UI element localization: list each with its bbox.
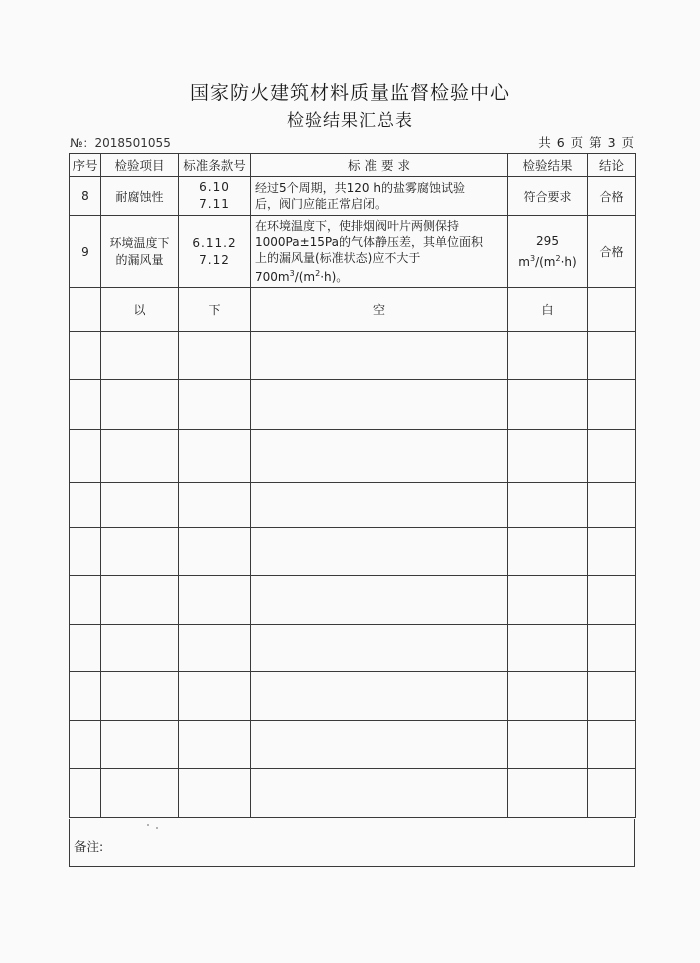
unit-prefix: m <box>518 254 530 269</box>
requirement-unit-line <box>255 266 503 285</box>
remarks-box <box>69 819 635 867</box>
empty-row <box>70 528 636 576</box>
row-no: 8 <box>70 177 101 216</box>
clause-line: 6.11.2 <box>192 235 237 250</box>
empty-row <box>70 672 636 721</box>
table-row <box>70 177 636 216</box>
blank-marker: 以 <box>101 288 179 332</box>
column-header-no: 序号 <box>70 154 101 177</box>
item-line: 环境温度下 <box>109 235 170 250</box>
requirement-line: 上的漏风量(标准状态)应不大于 <box>255 251 421 265</box>
result-unit <box>508 250 587 271</box>
table-row <box>70 216 636 288</box>
column-header-item: 检验项目 <box>101 154 179 177</box>
clause-line: 6.10 <box>199 180 230 194</box>
unit-exponent: 3 <box>289 269 295 278</box>
column-header-result: 检验结果 <box>508 154 588 177</box>
column-header-clause: 标准条款号 <box>179 154 251 177</box>
empty-row <box>70 430 636 483</box>
column-header-requirement: 标 准 要 求 <box>251 154 508 177</box>
row-requirement <box>251 177 508 216</box>
blank-marker: 白 <box>508 288 588 332</box>
empty-row <box>70 332 636 380</box>
empty-row <box>70 625 636 672</box>
scan-speck <box>156 827 158 829</box>
results-table <box>69 153 636 818</box>
requirement-line: 1000Pa±15Pa的气体静压差，其单位面积 <box>255 235 483 249</box>
organization-title: 国家防火建筑材料质量监督检验中心 <box>189 82 510 104</box>
row-result: 符合要求 <box>508 177 588 216</box>
unit-suffix: ·h) <box>560 254 577 269</box>
unit-exponent: 2 <box>315 269 321 278</box>
unit-prefix: 700m <box>255 270 290 284</box>
row-no: 9 <box>70 216 101 288</box>
row-conclusion: 合格 <box>588 177 636 216</box>
clause-line: 7.12 <box>199 252 230 267</box>
report-number: №：2018501055 <box>70 136 171 150</box>
requirement-line: 在环境温度下，使排烟阀叶片两侧保持 <box>255 219 460 233</box>
table-header-row <box>70 154 636 177</box>
unit-exponent: 2 <box>555 253 561 263</box>
table-row <box>70 288 636 332</box>
item-line: 的漏风量 <box>115 252 164 267</box>
requirement-line: 后，阀门应能正常启闭。 <box>255 197 388 211</box>
empty-row <box>70 721 636 769</box>
requirement-line: 经过5个周期，共120 h的盐雾腐蚀试验 <box>255 181 465 195</box>
clause-line: 7.11 <box>199 197 230 211</box>
unit-mid: /(m <box>294 270 316 284</box>
unit-mid: /(m <box>535 254 556 269</box>
unit-suffix: ·h)。 <box>320 270 349 284</box>
document-title: 检验结果汇总表 <box>287 111 413 131</box>
column-header-conclusion: 结论 <box>588 154 636 177</box>
empty-row <box>70 576 636 625</box>
row-clauses <box>179 216 251 288</box>
empty-row <box>70 483 636 528</box>
blank-marker: 空 <box>251 288 508 332</box>
empty-row <box>70 380 636 430</box>
unit-exponent: 3 <box>529 253 536 263</box>
blank-marker: 下 <box>179 288 251 332</box>
remarks-label: 备注: <box>74 839 104 854</box>
page-count: 共 6 页 第 3 页 <box>538 135 634 150</box>
row-result <box>508 216 588 288</box>
row-item: 耐腐蚀性 <box>101 177 179 216</box>
row-clauses <box>179 177 251 216</box>
empty-row <box>70 769 636 818</box>
row-conclusion: 合格 <box>588 216 636 288</box>
row-requirement <box>251 216 508 288</box>
row-item <box>101 216 179 288</box>
result-value: 295 <box>536 233 559 248</box>
scan-speck <box>147 824 149 826</box>
